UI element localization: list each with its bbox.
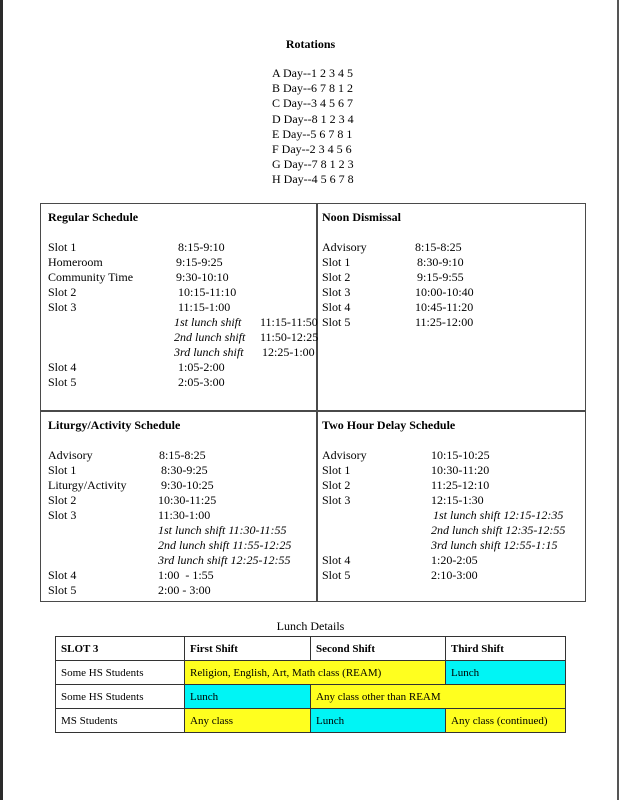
rotation-day: D Day--8 1 2 3 4 [272, 111, 354, 126]
row-time: 2:00 - 3:00 [158, 583, 211, 597]
two-hour-delay-panel [322, 418, 582, 598]
lunch-cell: Lunch [446, 661, 566, 685]
row-time: 10:30-11:25 [158, 493, 217, 507]
row-label: Slot 1 [322, 463, 351, 477]
lunch-shift-text: 2nd lunch shift 12:35-12:55 [431, 523, 566, 537]
lunch-details-table [55, 636, 566, 733]
row-time: 10:00-10:40 [415, 285, 474, 299]
noon-dismissal-panel [322, 210, 582, 405]
vertical-divider [316, 204, 318, 601]
row-time: 8:30-9:25 [161, 463, 208, 477]
rotation-day: B Day--6 7 8 1 2 [272, 81, 353, 96]
row-time: 9:15-9:25 [176, 255, 223, 269]
row-label: Slot 1 [48, 463, 77, 477]
row-time: 10:30-11:20 [431, 463, 490, 477]
regular-schedule-panel [48, 210, 319, 405]
page-edge-left [0, 0, 3, 800]
header-cell: First Shift [185, 637, 311, 661]
lunch-shift-label: 2nd lunch shift [174, 330, 246, 344]
header-cell: SLOT 3 [56, 637, 185, 661]
row-label: Slot 4 [48, 568, 77, 582]
class-cell: Any class [185, 709, 311, 733]
row-label: Slot 5 [322, 315, 351, 329]
group-cell: Some HS Students [56, 661, 185, 685]
row-label: Slot 4 [48, 360, 77, 374]
row-label: Advisory [322, 448, 367, 462]
lunch-shift-time: 12:25-1:00 [262, 345, 315, 359]
row-time: 12:15-1:30 [431, 493, 484, 507]
row-label: Slot 2 [322, 478, 351, 492]
table-row [56, 661, 566, 685]
class-cell: Religion, English, Art, Math class (REAM) [185, 661, 446, 685]
lunch-shift-time: 11:50-12:25 [260, 330, 319, 344]
rotations-list [272, 66, 354, 188]
row-time: 11:25-12:10 [431, 478, 490, 492]
rotation-day: G Day--7 8 1 2 3 [272, 157, 354, 172]
group-cell: Some HS Students [56, 685, 185, 709]
row-time: 1:20-2:05 [431, 553, 478, 567]
table-header-row [56, 637, 566, 661]
row-label: Community Time [48, 270, 134, 284]
row-time: 2:10-3:00 [431, 568, 478, 582]
class-cell: Any class (continued) [446, 709, 566, 733]
liturgy-activity-panel [48, 418, 313, 598]
rotation-day: H Day--4 5 6 7 8 [272, 172, 354, 187]
row-label: Slot 1 [48, 240, 77, 254]
row-time: 2:05-3:00 [178, 375, 225, 389]
row-label: Liturgy/Activity [48, 478, 127, 492]
header-cell: Second Shift [311, 637, 446, 661]
group-cell: MS Students [56, 709, 185, 733]
horizontal-divider [41, 410, 585, 412]
row-label: Slot 4 [322, 300, 351, 314]
lunch-cell: Lunch [185, 685, 311, 709]
row-time: 8:15-9:10 [178, 240, 225, 254]
rotation-day: A Day--1 2 3 4 5 [272, 66, 353, 80]
row-label: Slot 1 [322, 255, 351, 269]
row-label: Slot 4 [322, 553, 351, 567]
lunch-details-caption: Lunch Details [276, 619, 345, 633]
row-label: Slot 2 [48, 493, 77, 507]
panel-title: Two Hour Delay Schedule [322, 418, 456, 432]
row-time: 11:30-1:00 [158, 508, 211, 522]
rotations-title: Rotations [285, 37, 336, 51]
row-time: 10:15-10:25 [431, 448, 490, 462]
rotation-day: C Day--3 4 5 6 7 [272, 96, 353, 111]
table-row [56, 709, 566, 733]
row-time: 9:15-9:55 [417, 270, 464, 284]
row-label: Slot 3 [322, 493, 351, 507]
rotation-day: E Day--5 6 7 8 1 [272, 126, 353, 141]
row-time: 8:15-8:25 [415, 240, 462, 254]
row-label: Slot 5 [48, 375, 77, 389]
lunch-shift-label: 3rd lunch shift [174, 345, 244, 359]
row-time: 8:15-8:25 [159, 448, 206, 462]
row-label: Slot 2 [322, 270, 351, 284]
row-time: 8:30-9:10 [417, 255, 464, 269]
row-time: 1:05-2:00 [178, 360, 225, 374]
class-cell: Any class other than REAM [311, 685, 566, 709]
row-label: Advisory [322, 240, 367, 254]
row-time: 1:00 - 1:55 [158, 568, 214, 582]
lunch-shift-label: 1st lunch shift [174, 315, 242, 329]
lunch-shift-text: 3rd lunch shift 12:25-12:55 [158, 553, 291, 567]
row-label: Slot 3 [322, 285, 351, 299]
row-label: Slot 2 [48, 285, 77, 299]
panel-title: Noon Dismissal [322, 210, 402, 224]
lunch-shift-text: 2nd lunch shift 11:55-12:25 [158, 538, 292, 552]
row-time: 10:15-11:10 [178, 285, 237, 299]
row-time: 9:30-10:25 [161, 478, 214, 492]
page-edge-right [617, 0, 619, 800]
row-label: Slot 5 [48, 583, 77, 597]
row-time: 9:30-10:10 [176, 270, 229, 284]
lunch-shift-text: 1st lunch shift 11:30-11:55 [158, 523, 287, 537]
table-row [56, 685, 566, 709]
row-label: Slot 3 [48, 508, 77, 522]
panel-title: Regular Schedule [48, 210, 139, 224]
row-label: Slot 5 [322, 568, 351, 582]
panel-title: Liturgy/Activity Schedule [48, 418, 181, 432]
row-time: 11:15-1:00 [178, 300, 231, 314]
schedule-grid [40, 203, 586, 602]
header-cell: Third Shift [446, 637, 566, 661]
row-label: Advisory [48, 448, 93, 462]
lunch-shift-text: 1st lunch shift 12:15-12:35 [433, 508, 564, 522]
row-label: Slot 3 [48, 300, 77, 314]
lunch-cell: Lunch [311, 709, 446, 733]
lunch-shift-text: 3rd lunch shift 12:55-1:15 [431, 538, 558, 552]
row-label: Homeroom [48, 255, 103, 269]
rotation-day: F Day--2 3 4 5 6 [272, 142, 352, 157]
row-time: 11:25-12:00 [415, 315, 474, 329]
lunch-shift-time: 11:15-11:50 [260, 315, 318, 329]
row-time: 10:45-11:20 [415, 300, 474, 314]
